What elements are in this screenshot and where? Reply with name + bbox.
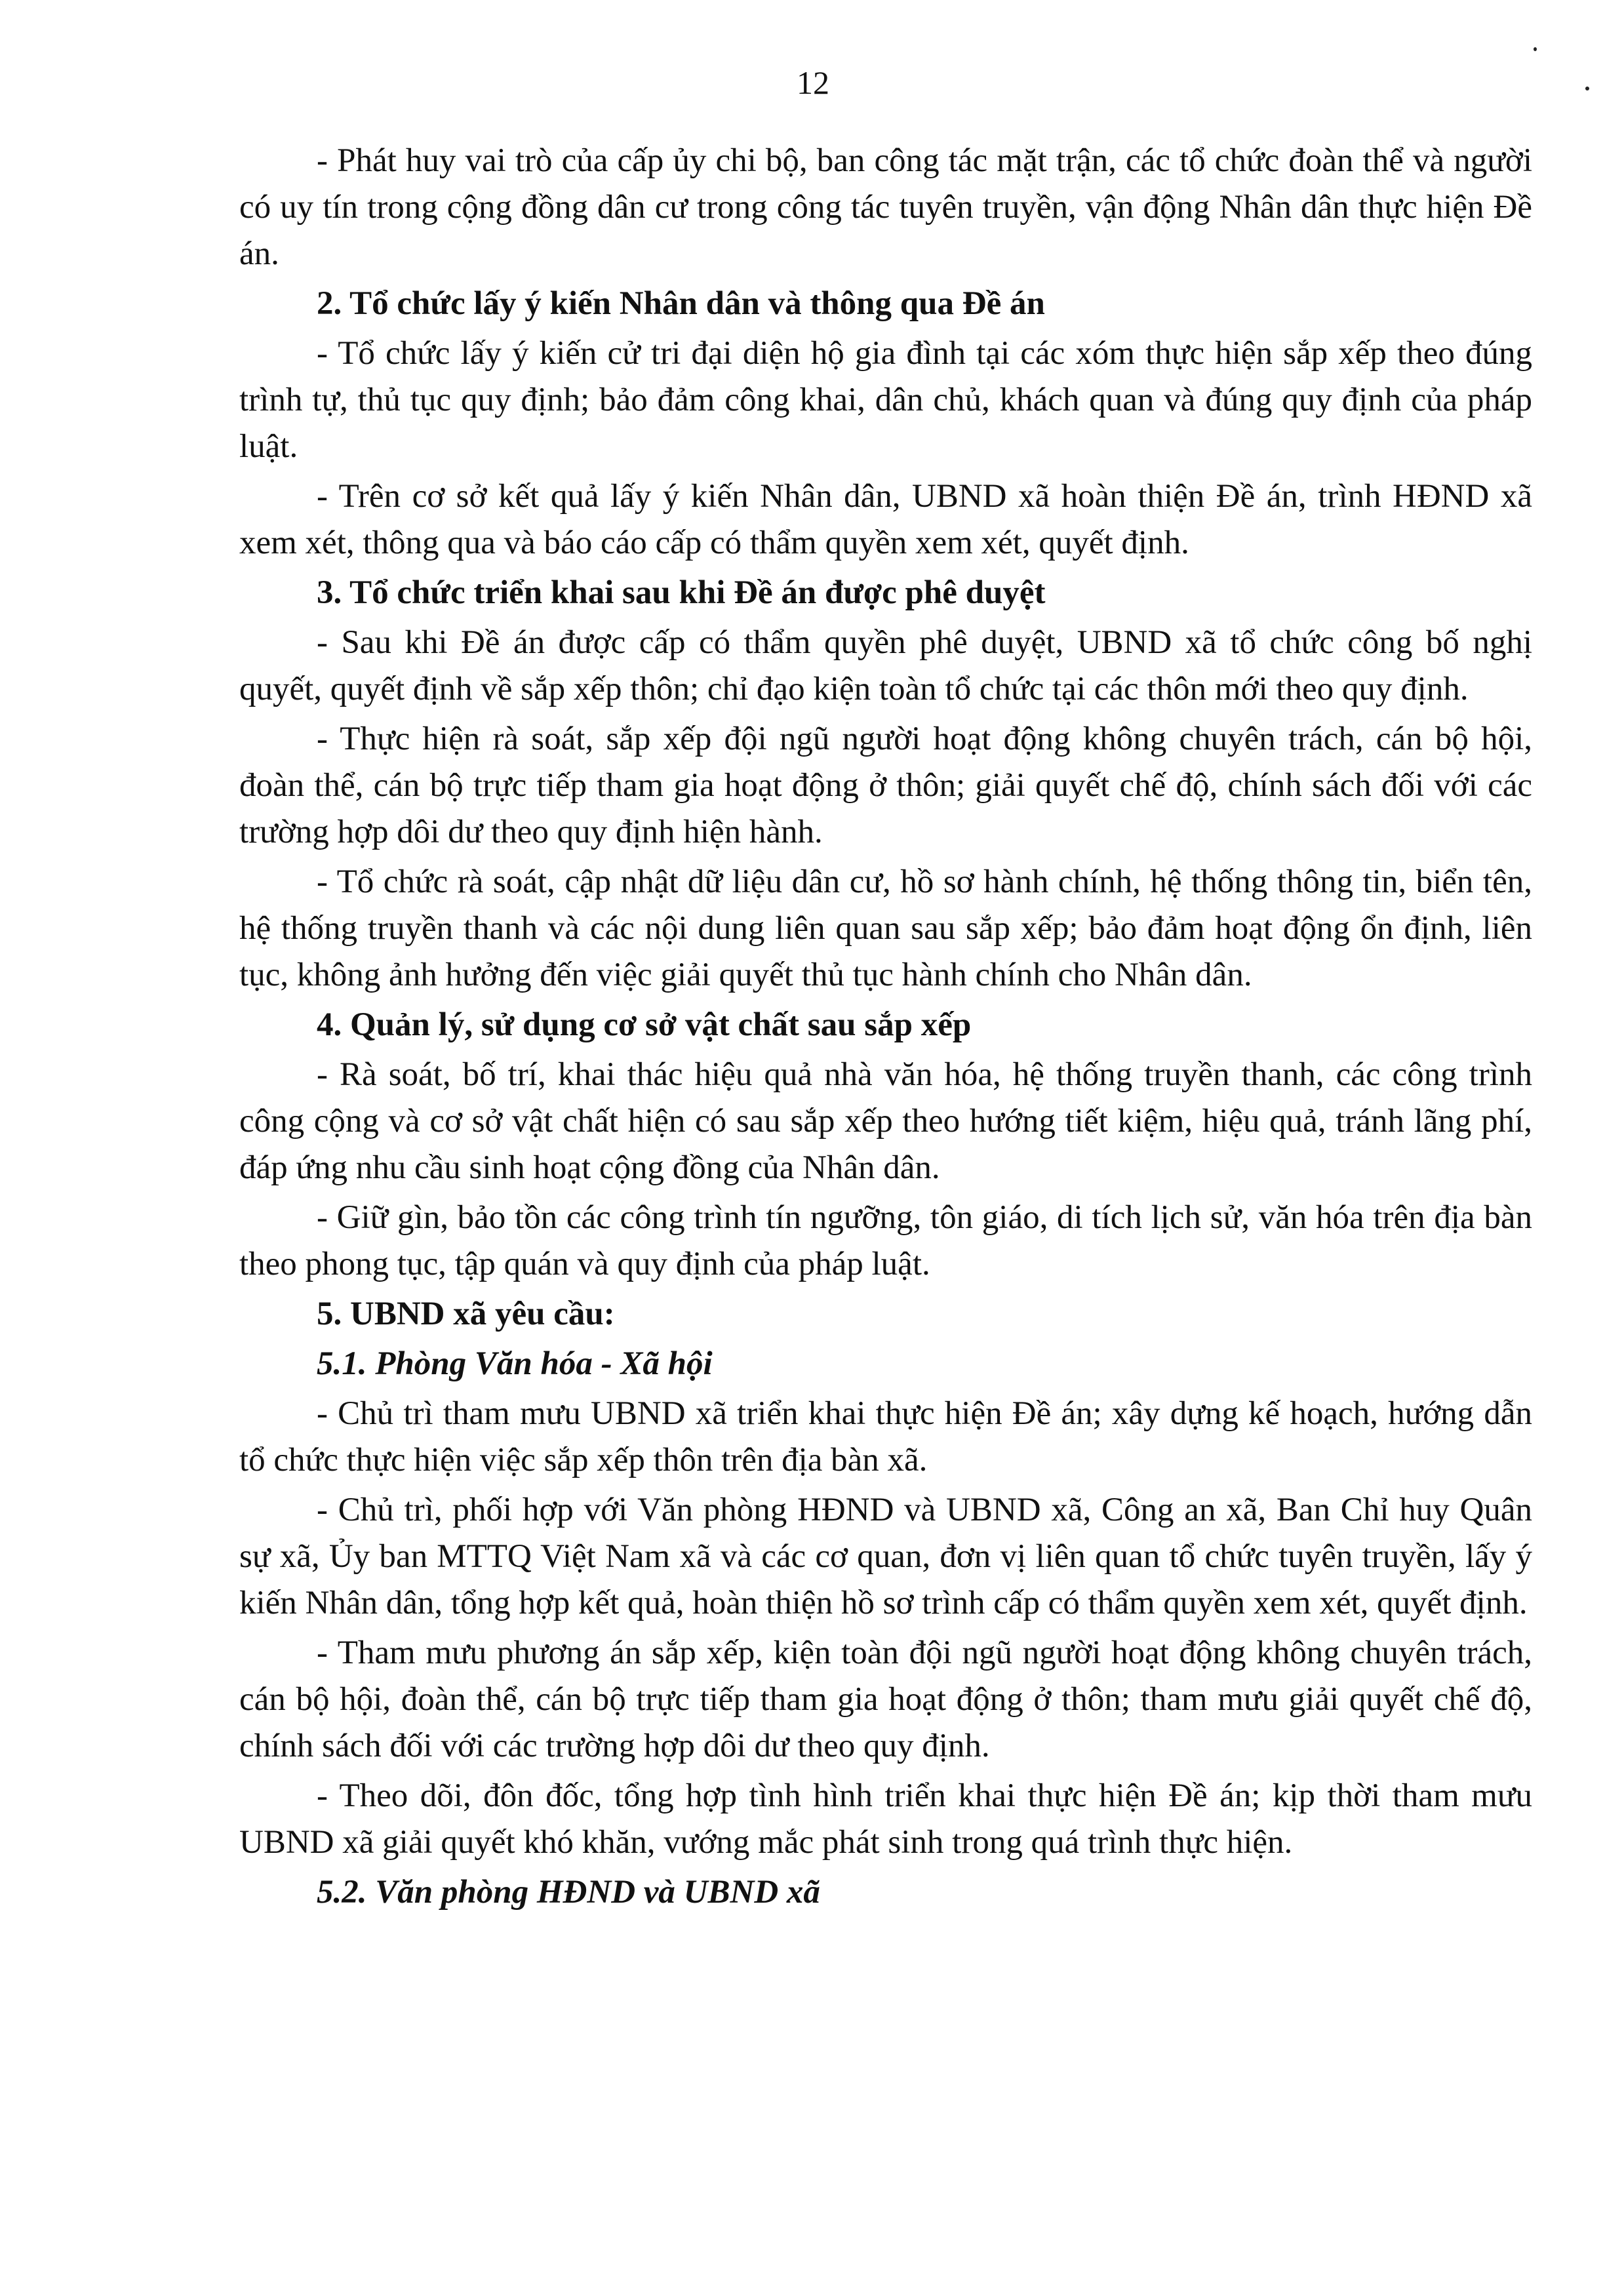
paragraph: - Rà soát, bố trí, khai thác hiệu quả nhà văn hóa, hệ thống truyền thanh, các công trình công cộng và cơ sở vật chất hiện có sau sắp xếp theo hướng tiết kiệm, hiệu quả, tránh lãng phí, đáp ứng nhu cầu sinh hoạt cộng đồng của Nhân dân. <box>239 1056 1532 1186</box>
subsection-heading: 5.2. Văn phòng HĐND và UBND xã <box>317 1874 820 1911</box>
section-heading: 5. UBND xã yêu cầu: <box>317 1296 615 1332</box>
scan-speck <box>1534 47 1537 51</box>
paragraph: - Trên cơ sở kết quả lấy ý kiến Nhân dân, UBND xã hoàn thiện Đề án, trình HĐND xã xem xét, thông qua và báo cáo cấp có thẩm quyền xem xét, quyết định. <box>239 478 1532 561</box>
paragraph: - Tổ chức rà soát, cập nhật dữ liệu dân cư, hồ sơ hành chính, hệ thống thông tin, biển tên, hệ thống truyền thanh và các nội dung liên quan sau sắp xếp; bảo đảm hoạt động ổn định, liên tục, không ảnh hưởng đến việc giải quyết thủ tục hành chính cho Nhân dân. <box>239 863 1532 993</box>
paragraph: - Chủ trì tham mưu UBND xã triển khai thực hiện Đề án; xây dựng kế hoạch, hướng dẫn tổ chức thực hiện việc sắp xếp thôn trên địa bàn xã. <box>239 1395 1532 1478</box>
paragraph: - Giữ gìn, bảo tồn các công trình tín ngưỡng, tôn giáo, di tích lịch sử, văn hóa trên địa bàn theo phong tục, tập quán và quy định của pháp luật. <box>239 1199 1532 1282</box>
paragraph: - Sau khi Đề án được cấp có thẩm quyền phê duyệt, UBND xã tổ chức công bố nghị quyết, quyết định về sắp xếp thôn; chỉ đạo kiện toàn tổ chức tại các thôn mới theo quy định. <box>239 624 1532 707</box>
section-heading: 3. Tổ chức triển khai sau khi Đề án được phê duyệt <box>317 574 1046 611</box>
scan-speck <box>1585 87 1589 90</box>
paragraph: - Tổ chức lấy ý kiến cử tri đại diện hộ gia đình tại các xóm thực hiện sắp xếp theo đúng trình tự, thủ tục quy định; bảo đảm công khai, dân chủ, khách quan và đúng quy định của pháp luật. <box>239 335 1532 465</box>
document-body <box>239 138 1532 1919</box>
paragraph: - Phát huy vai trò của cấp ủy chi bộ, ban công tác mặt trận, các tổ chức đoàn thể và người có uy tín trong cộng đồng dân cư trong công tác tuyên truyền, vận động Nhân dân thực hiện Đề án. <box>239 142 1532 272</box>
paragraph: - Thực hiện rà soát, sắp xếp đội ngũ người hoạt động không chuyên trách, cán bộ hội, đoàn thể, cán bộ trực tiếp tham gia hoạt động ở thôn; giải quyết chế độ, chính sách đối với các trường hợp dôi dư theo quy định hiện hành. <box>239 721 1532 850</box>
section-heading: 4. Quản lý, sử dụng cơ sở vật chất sau sắp xếp <box>317 1006 972 1043</box>
section-heading: 2. Tổ chức lấy ý kiến Nhân dân và thông qua Đề án <box>317 285 1045 322</box>
paragraph: - Theo dõi, đôn đốc, tổng hợp tình hình triển khai thực hiện Đề án; kịp thời tham mưu UBND xã giải quyết khó khăn, vướng mắc phát sinh trong quá trình thực hiện. <box>239 1777 1532 1861</box>
paragraph: - Tham mưu phương án sắp xếp, kiện toàn đội ngũ người hoạt động không chuyên trách, cán bộ hội, đoàn thể, cán bộ trực tiếp tham gia hoạt động ở thôn; tham mưu giải quyết chế độ, chính sách đối với các trường hợp dôi dư theo quy định. <box>239 1635 1532 1764</box>
page-number: 12 <box>797 64 829 101</box>
subsection-heading: 5.1. Phòng Văn hóa - Xã hội <box>317 1345 713 1382</box>
paragraph: - Chủ trì, phối hợp với Văn phòng HĐND và UBND xã, Công an xã, Ban Chỉ huy Quân sự xã, Ủy ban MTTQ Việt Nam xã và các cơ quan, đơn vị liên quan tổ chức tuyên truyền, lấy ý kiến Nhân dân, tổng hợp kết quả, hoàn thiện hồ sơ trình cấp có thẩm quyền xem xét, quyết định. <box>239 1492 1532 1621</box>
